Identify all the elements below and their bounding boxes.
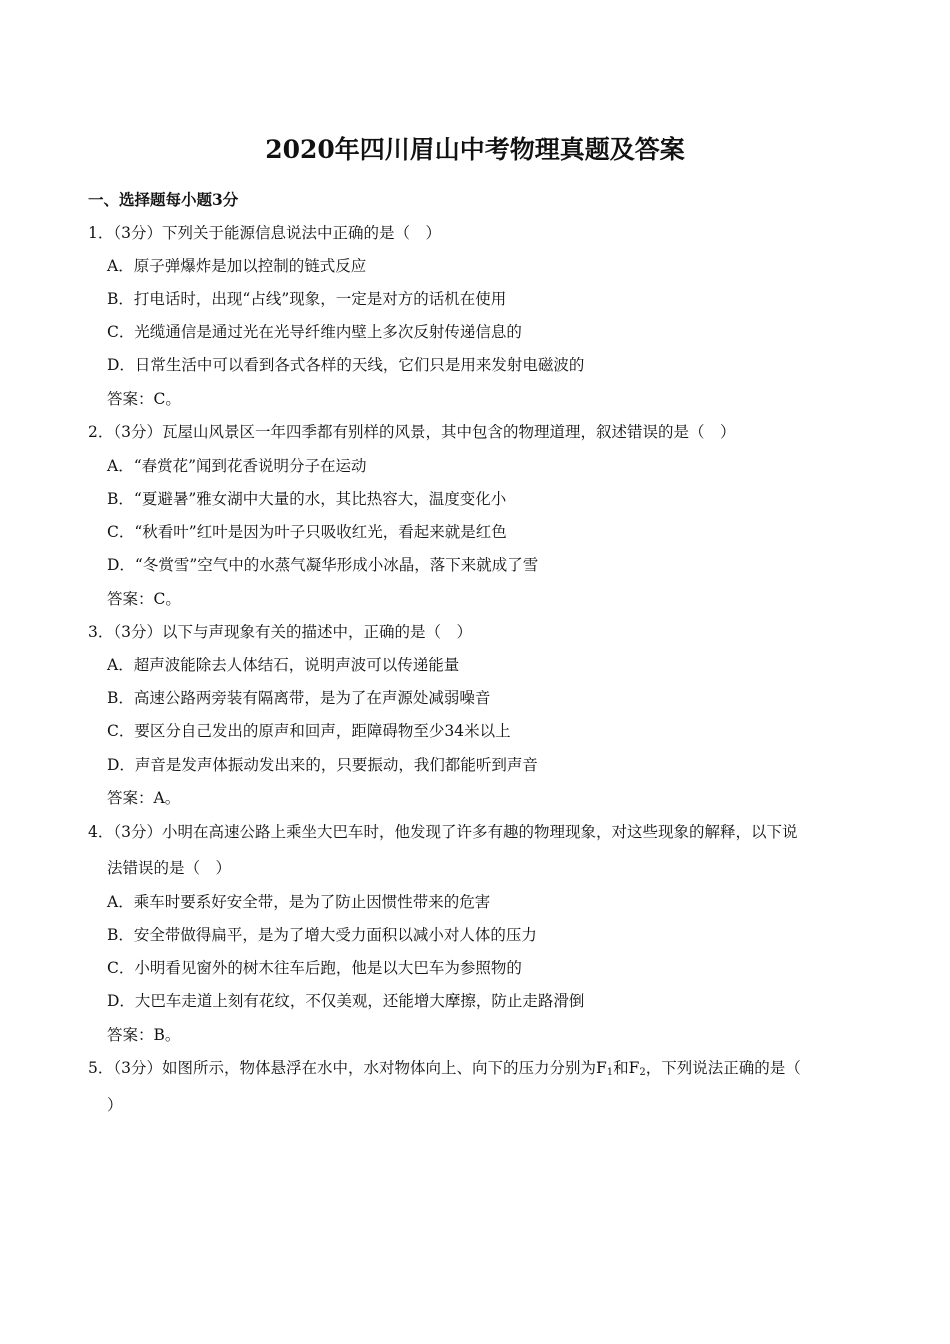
question-2-stem: 2．（3分）瓦屋山风景区一年四季都有别样的风景，其中包含的物理道理，叙述错误的是（ ） xyxy=(88,423,736,441)
question-2-answer: 答案：C。 xyxy=(107,590,181,608)
question-4-option-c: C．小明看见窗外的树木往车后跑，他是以大巴车为参照物的 xyxy=(107,959,522,977)
question-1-answer: 答案：C。 xyxy=(107,390,181,408)
question-4-stem: 4．（3分）小明在高速公路上乘坐大巴车时，他发现了许多有趣的物理现象，对这些现象的解释，以下说 xyxy=(88,823,798,841)
question-3-option-a: A．超声波能除去人体结石，说明声波可以传递能量 xyxy=(107,656,460,674)
question-2-option-a: A．“春赏花”闻到花香说明分子在运动 xyxy=(107,457,367,475)
question-3-option-b: B．高速公路两旁装有隔离带，是为了在声源处减弱噪音 xyxy=(107,689,491,707)
question-3-stem: 3．（3分）以下与声现象有关的描述中，正确的是（ ） xyxy=(88,623,472,641)
question-1-option-c: C．光缆通信是通过光在光导纤维内壁上多次反射传递信息的 xyxy=(107,323,522,341)
section-heading: 一、选择题每小题3分 xyxy=(88,190,239,209)
question-4-option-a: A．乘车时要系好安全带，是为了防止因惯性带来的危害 xyxy=(107,893,491,911)
page-title: 2020年四川眉山中考物理真题及答案 xyxy=(265,135,685,164)
question-4-option-b: B．安全带做得扁平，是为了增大受力面积以减小对人体的压力 xyxy=(107,926,537,944)
question-3-option-d: D．声音是发声体振动发出来的，只要振动，我们都能听到声音 xyxy=(107,756,538,774)
question-1-stem: 1．（3分）下列关于能源信息说法中正确的是（ ） xyxy=(88,224,441,242)
question-1-option-a: A．原子弹爆炸是加以控制的链式反应 xyxy=(107,257,367,275)
question-5-stem-part-c: ，下列说法正确的是（ xyxy=(645,1059,801,1077)
question-1-option-b: B．打电话时，出现“占线”现象，一定是对方的话机在使用 xyxy=(107,290,507,308)
question-2-option-b: B．“夏避暑”雅女湖中大量的水，其比热容大，温度变化小 xyxy=(107,490,507,508)
question-4-option-d: D．大巴车走道上刻有花纹，不仅美观，还能增大摩擦，防止走路滑倒 xyxy=(107,992,585,1010)
question-5-stem-part-a: 5．（3分）如图所示，物体悬浮在水中，水对物体向上、向下的压力分别为F xyxy=(88,1059,607,1077)
question-5-stem-continued: ） xyxy=(107,1096,123,1114)
question-5-stem xyxy=(88,1056,801,1085)
subscript-f1: 1 xyxy=(606,1067,614,1078)
question-2-option-d: D．“冬赏雪”空气中的水蒸气凝华形成小冰晶，落下来就成了雪 xyxy=(107,556,539,574)
question-3-option-c: C．要区分自己发出的原声和回声，距障碍物至少34米以上 xyxy=(107,722,511,740)
question-3-answer: 答案：A。 xyxy=(107,789,181,807)
question-1-option-d: D．日常生活中可以看到各式各样的天线，它们只是用来发射电磁波的 xyxy=(107,356,585,374)
question-2-option-c: C．“秋看叶”红叶是因为叶子只吸收红光，看起来就是红色 xyxy=(107,523,507,541)
question-4-stem-continued: 法错误的是（ ） xyxy=(107,859,232,877)
question-4-answer: 答案：B。 xyxy=(107,1026,181,1044)
question-5-stem-part-b: 和F xyxy=(613,1059,640,1077)
subscript-f2: 2 xyxy=(639,1067,646,1078)
